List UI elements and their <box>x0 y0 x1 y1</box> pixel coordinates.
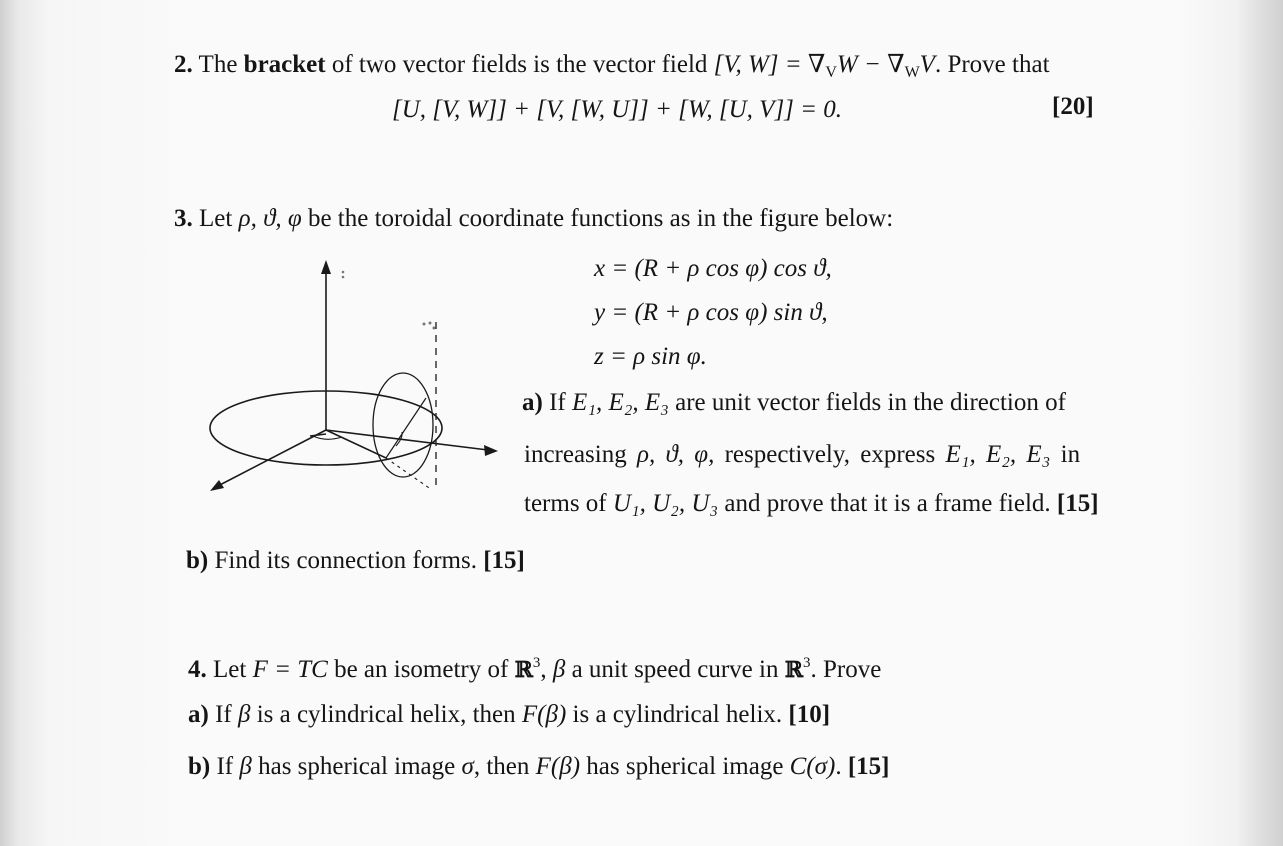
q2-prove: . Prove that <box>934 51 1050 78</box>
q4-r3-second-sup: 3 <box>803 655 811 671</box>
q3-intro-vars: ρ, ϑ, φ <box>238 205 302 232</box>
q4b-marks: [15] <box>847 753 890 780</box>
q4-beta: β <box>552 656 566 683</box>
q4b-a: If <box>210 753 240 780</box>
z-axis-arrow <box>321 260 331 274</box>
q3-intro <box>174 204 893 234</box>
q2-term-bracket: bracket <box>243 51 326 78</box>
q3b-line <box>186 546 525 576</box>
q4-intro-e: . Prove <box>810 656 882 683</box>
q3a-l1-vars: E₁, E₂, E₃ <box>571 389 669 416</box>
q3a-marks: [15] <box>1056 490 1099 517</box>
q3-eq-y: y = (R + ρ cos φ) sin ϑ, <box>594 299 828 326</box>
q4-r3-first-sup: 3 <box>532 655 541 671</box>
q3a-line3 <box>524 489 1099 519</box>
q4a-c: is a cylindrical helix. <box>566 701 789 728</box>
q4-r3-second: ℝ <box>784 657 803 683</box>
q2-def-part3: V <box>919 51 935 78</box>
q4a-label: a) <box>188 701 209 728</box>
x-axis-arrow <box>210 480 224 491</box>
q4a-fb: F(β) <box>521 701 567 728</box>
q4a-b: is a cylindrical helix, then <box>250 701 522 728</box>
y-axis-arrow <box>484 445 498 456</box>
q2-identity: [U, [V, W]] + [V, [W, U]] + [W, [U, V]] = 0. <box>392 96 843 123</box>
q3a-l3-a: terms of <box>524 490 613 517</box>
q4a-a: If <box>208 701 238 728</box>
q4a-marks: [10] <box>788 701 831 728</box>
q3a-l1-a: If <box>542 389 572 416</box>
q4a-beta: β <box>237 701 251 728</box>
q3b-marks: [15] <box>483 547 525 574</box>
q3a-line1 <box>522 388 1066 418</box>
q2-marks: [20] <box>1052 93 1094 120</box>
q2-def-part2: W − ∇ <box>836 51 905 78</box>
x-axis <box>214 430 326 488</box>
q3b-text: Find its connection forms. <box>208 547 484 574</box>
point-label-dot <box>423 323 426 326</box>
q3a-l2-vars2: E₁, E₂, E₃ <box>945 441 1051 468</box>
q3a-l2-b: respectively, express <box>714 441 946 468</box>
q4b-d: has spherical image <box>580 753 790 780</box>
toroidal-coordinates-figure <box>200 250 510 510</box>
q4b-c: , then <box>473 753 536 780</box>
y-axis <box>326 430 488 450</box>
q4-number: 4. <box>188 656 207 683</box>
q2-def-sub-v: V <box>825 64 837 81</box>
q4b-cs: C(σ) <box>789 753 836 780</box>
z-label-dot <box>342 271 345 274</box>
point-label-dot-2 <box>429 322 432 325</box>
q4b-e: . <box>835 753 848 780</box>
q4b-line <box>188 752 889 782</box>
q3-intro-b: be the toroidal coordinate functions as in the figure below: <box>301 205 894 232</box>
q3a-l1-b: are unit vector fields in the direction of <box>668 389 1066 416</box>
q4-intro <box>188 648 881 685</box>
q4-r3-first: ℝ <box>514 657 533 683</box>
q3a-l2-a: increasing <box>524 441 637 468</box>
q4b-fb: F(β) <box>535 753 581 780</box>
q2-def-part1: [V, W] = ∇ <box>713 51 826 78</box>
q2-number: 2. <box>174 51 193 78</box>
z-label-dot-2 <box>342 276 345 279</box>
meridian-circle <box>373 373 433 477</box>
q2-text-after: of two vector fields is the vector field <box>325 51 714 78</box>
q4-intro-a: Let <box>206 656 253 683</box>
q3a-l3-b: and prove that it is a frame field. <box>718 490 1057 517</box>
q2-text-before: The <box>192 51 244 78</box>
q4b-label: b) <box>188 753 211 780</box>
q3-eq-x: x = (R + ρ cos φ) cos ϑ, <box>594 255 832 282</box>
q3a-label: a) <box>522 389 543 416</box>
q3a-l2-vars: ρ, ϑ, φ, <box>636 441 715 468</box>
q4b-b: has spherical image <box>251 753 462 780</box>
q3a-l3-vars: U₁, U₂, U₃ <box>612 490 719 517</box>
q3-eq-z: z = ρ sin φ. <box>594 343 707 370</box>
q3-intro-a: Let <box>192 205 239 232</box>
q3a-line2 <box>524 440 1080 470</box>
q4b-beta: β <box>239 753 252 780</box>
q4b-sigma: σ <box>461 753 474 780</box>
q4a-line <box>188 700 830 730</box>
q3-number: 3. <box>174 205 193 232</box>
point-label-dot-3 <box>433 327 436 330</box>
q2-statement <box>174 50 1050 88</box>
theta-arc <box>313 436 342 439</box>
q3b-label: b) <box>186 547 209 574</box>
q3a-l2-c: in <box>1050 441 1081 468</box>
q2-definition <box>713 51 935 81</box>
q4-intro-d: a unit speed curve in <box>565 656 785 683</box>
q2-def-sub-w: W <box>904 64 920 81</box>
theta-tick <box>310 434 326 436</box>
q4-intro-f: F = TC <box>252 656 328 683</box>
q4-intro-b: be an isometry of <box>327 656 515 683</box>
q4-intro-c: , <box>540 656 553 683</box>
